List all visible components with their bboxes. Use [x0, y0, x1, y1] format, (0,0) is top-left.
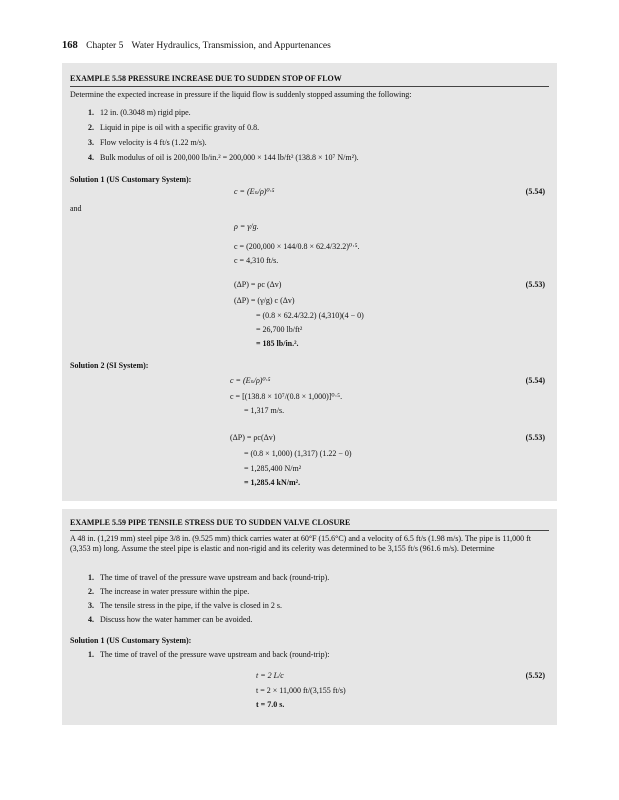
example-5-59-box	[62, 509, 557, 725]
heading-rule	[70, 530, 549, 531]
list-item: The increase in water pressure within the pipe.	[100, 587, 250, 596]
list-item-number: 4.	[88, 153, 94, 162]
list-item: Flow velocity is 4 ft/s (1.22 m/s).	[100, 138, 207, 147]
equation: c = (200,000 × 144/0.8 × 62.4/32.2)⁰·⁵.	[234, 242, 360, 251]
solution-1-heading: Solution 1 (US Customary System):	[70, 636, 192, 645]
equation-number: (5.52)	[525, 671, 545, 680]
list-item-number: 3.	[88, 138, 94, 147]
equation: = 1,317 m/s.	[244, 406, 285, 415]
example-5-58-heading: EXAMPLE 5.58 PRESSURE INCREASE DUE TO SUDDEN STOP OF FLOW	[70, 74, 342, 83]
equation: c = (Eₙ/ρ)⁰·⁵	[230, 376, 271, 385]
equation: t = 2 L/c	[256, 671, 284, 680]
equation: = 1,285,400 N/m²	[244, 464, 302, 473]
equation: (ΔP) = (γ/g) c (Δv)	[234, 296, 295, 305]
equation: t = 2 × 11,000 ft/(3,155 ft/s)	[256, 686, 346, 695]
step-number: 1.	[88, 650, 94, 659]
list-item: Liquid in pipe is oil with a specific gravity of 0.8.	[100, 123, 260, 132]
connector-text: and	[70, 204, 82, 213]
step-text: The time of travel of the pressure wave upstream and back (round-trip):	[100, 650, 330, 659]
equation: c = 4,310 ft/s.	[234, 256, 279, 265]
chapter-title: Water Hydraulics, Transmission, and Appurtenances	[131, 41, 331, 51]
example-5-59-paragraph: A 48 in. (1,219 mm) steel pipe 3/8 in. (9.525 mm) thick carries water at 60°F (15.6°C) and a velocity of 6.5 ft/s (1.98 m/s). The pipe is 11,000 ft (3,353 m) long. Assume the steel pipe is elastic and non-rigid and its celerity was determined to be 3,155 ft/s (961.6 m/s). Determine	[70, 534, 531, 553]
heading-rule	[70, 86, 549, 87]
example-5-58-intro: Determine the expected increase in pressure if the liquid flow is suddenly stopped assuming the following:	[70, 90, 412, 99]
equation: = (0.8 × 62.4/32.2) (4,310)(4 − 0)	[256, 311, 364, 320]
example-5-58-box	[62, 63, 557, 501]
list-item-number: 1.	[88, 108, 94, 117]
equation-number: (5.54)	[525, 187, 545, 196]
equation-number: (5.54)	[525, 376, 545, 385]
list-item-number: 1.	[88, 573, 94, 582]
solution-2-heading: Solution 2 (SI System):	[70, 361, 149, 370]
list-item-number: 2.	[88, 587, 94, 596]
solution-1-heading: Solution 1 (US Customary System):	[70, 175, 192, 184]
page-number: 168	[62, 40, 78, 51]
list-item: Discuss how the water hammer can be avoided.	[100, 615, 253, 624]
equation: = 26,700 lb/ft²	[256, 325, 303, 334]
equation-result: = 185 lb/in.².	[256, 339, 299, 348]
equation-number: (5.53)	[525, 433, 545, 442]
equation: = (0.8 × 1,000) (1,317) (1.22 − 0)	[244, 449, 352, 458]
equation: c = [(138.8 × 10⁷/(0.8 × 1,000)]⁰·⁵.	[230, 392, 343, 401]
chapter-label: Chapter 5	[86, 41, 124, 51]
equation: (ΔP) = ρc (Δv)	[234, 280, 282, 289]
example-5-59-heading: EXAMPLE 5.59 PIPE TENSILE STRESS DUE TO SUDDEN VALVE CLOSURE	[70, 518, 351, 527]
equation: (ΔP) = ρc(Δv)	[230, 433, 276, 442]
running-header	[62, 40, 331, 51]
equation: ρ = γ/g.	[234, 222, 259, 231]
list-item-number: 4.	[88, 615, 94, 624]
list-item: 12 in. (0.3048 m) rigid pipe.	[100, 108, 191, 117]
list-item: Bulk modulus of oil is 200,000 lb/in.² = 200,000 × 144 lb/ft² (138.8 × 10⁷ N/m²).	[100, 153, 359, 162]
equation-result: = 1,285.4 kN/m².	[244, 478, 301, 487]
list-item: The tensile stress in the pipe, if the valve is closed in 2 s.	[100, 601, 282, 610]
list-item-number: 3.	[88, 601, 94, 610]
equation-result: t = 7.0 s.	[256, 700, 285, 709]
equation: c = (Eₙ/ρ)⁰·⁵	[234, 187, 275, 196]
list-item-number: 2.	[88, 123, 94, 132]
equation-number: (5.53)	[525, 280, 545, 289]
list-item: The time of travel of the pressure wave upstream and back (round-trip).	[100, 573, 330, 582]
